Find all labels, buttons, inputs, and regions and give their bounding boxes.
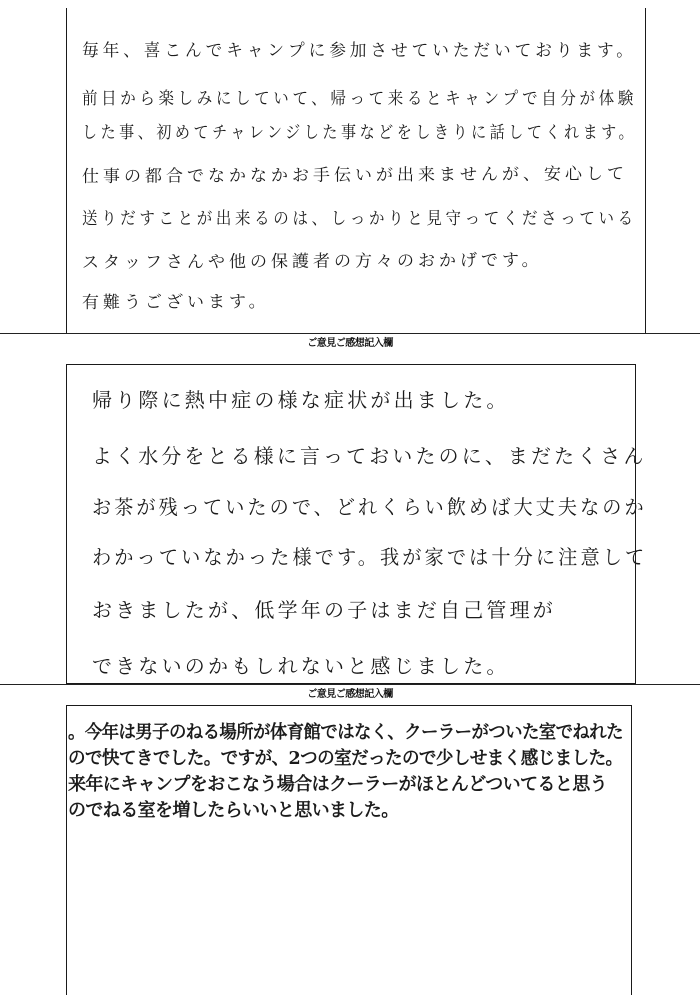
comment-3-line-3: 来年にキャンプをおこなう場合はクーラーがほとんどついてると思う [68,774,608,795]
comment-2-line-1: 帰り際に熱中症の様な症状が出ました。 [92,388,510,412]
comment-2-line-5: おきましたが、低学年の子はまだ自己管理が [92,598,556,622]
comment-1-line-5: 送りだすことが出来るのは、しっかりと見守ってくださっている [82,209,637,229]
section-label-2: ご意見ご感想記入欄 [307,689,393,700]
comment-2-line-4: わかっていなかった様です。我が家では十分に注意して [92,545,648,569]
comment-3-line-2: ので快てきでした。ですが、2つの室だったので少しせまく感じました。 [68,748,623,769]
comment-1-line-2: 前日から楽しみにしていて、帰って来るとキャンプで自分が体験 [82,89,637,109]
comment-1-line-3: した事、初めてチャレンジした事などをしきりに話してくれます。 [82,123,638,143]
comment-3-line-4: のでねる室を増したらいいと思いました。 [68,800,399,821]
comment-2-line-6: できないのかもしれないと感じました。 [92,654,510,678]
comment-1-line-7: 有難うございます。 [81,292,270,313]
comment-2-line-3: お茶が残っていたので、どれくらい飲めば大丈夫なのか [92,495,647,519]
section-label-1: ご意見ご感想記入欄 [307,338,393,349]
comment-3-line-1: 。今年は男子のねる場所が体育館ではなく、クーラーがついた室でねれた [68,722,623,743]
comment-1-line-4: 仕事の都合でなかなかお手伝いが出来ませんが、安心して [81,164,629,187]
comment-1-line-1: 毎年、喜こんでキャンプに参加させていただいております。 [82,41,637,61]
comment-2-line-2: よく水分をとる様に言っておいたのに、まだたくさん [92,444,647,468]
comment-1-line-6: スタッフさんや他の保護者の方々のおかげです。 [81,250,543,273]
